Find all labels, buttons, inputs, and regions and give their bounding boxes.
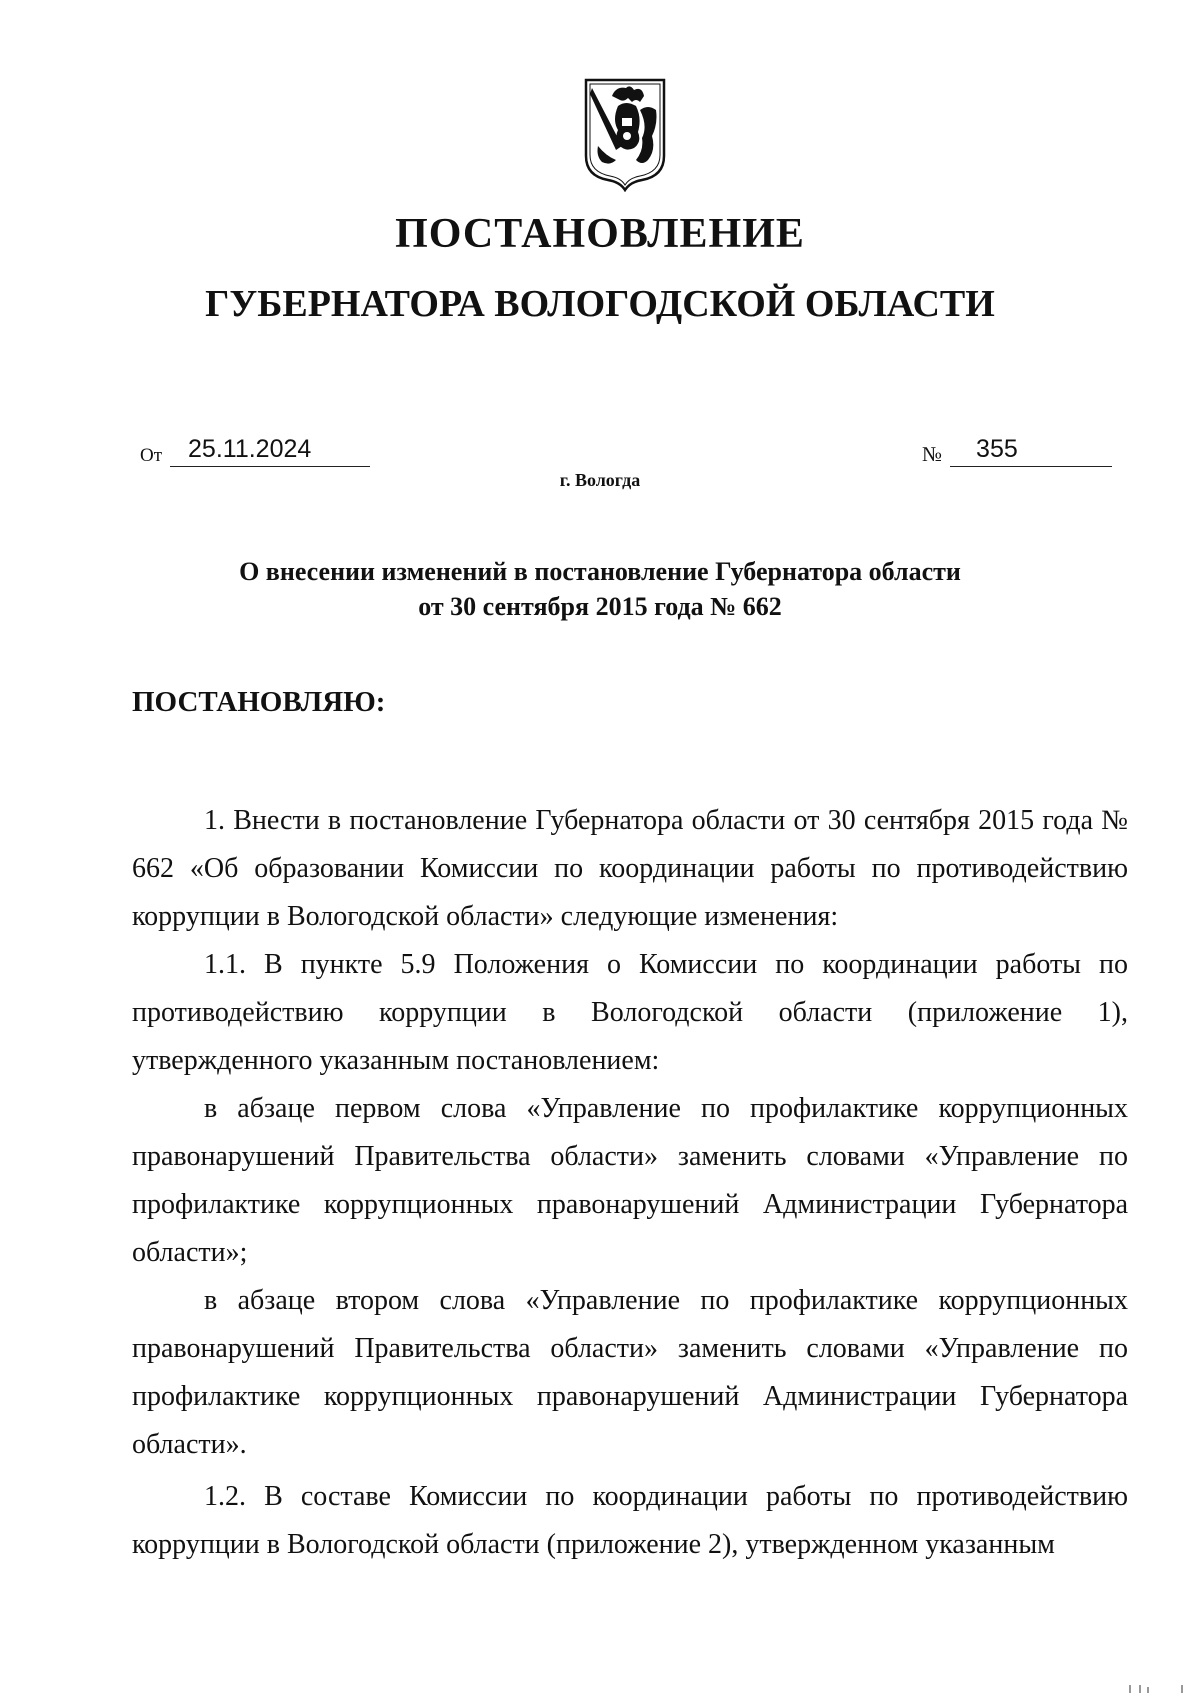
paragraph: 1. Внести в постановление Губернатора области от 30 сентября 2015 года № 662 «Об образовании Комиссии по координации работы по противодействию коррупции в Вологодской области» следующие изменения: (132, 805, 1128, 932)
number-value: 355 (976, 435, 1018, 463)
decree-heading: ПОСТАНОВЛЯЮ: (132, 686, 386, 718)
paragraph: 1.1. В пункте 5.9 Положения о Комиссии по координации работы по противодействию коррупции в Вологодской области (приложение 1), утвержденного указанным постановлением: (132, 949, 1128, 1076)
paragraph: 1.2. В составе Комиссии по координации работы по противодействию коррупции в Вологодской области (приложение 2), утвержденном указанным (132, 1481, 1128, 1560)
number-label: № (922, 442, 943, 466)
subject-line-2: от 30 сентября 2015 года № 662 (418, 592, 782, 621)
document-body (132, 797, 1128, 1569)
number-field (922, 432, 1112, 467)
date-underline (170, 434, 370, 467)
subject-line-1: О внесении изменений в постановление Губернатора области (239, 557, 961, 586)
date-label: От (140, 445, 163, 466)
document-subject (0, 554, 1200, 624)
city-label: г. Вологда (559, 470, 641, 490)
scan-edge-marks (1126, 1685, 1186, 1693)
document-subtitle: ГУБЕРНАТОРА ВОЛОГОДСКОЙ ОБЛАСТИ (205, 283, 995, 325)
date-value: 25.11.2024 (188, 435, 312, 463)
paragraph: в абзаце втором слова «Управление по профилактике коррупционных правонарушений Правительства области» заменить словами «Управление по профилактике коррупционных правонарушений Администрации Губернатора области». (132, 1285, 1128, 1460)
number-underline (950, 432, 1112, 467)
vologda-coat-of-arms-icon (582, 76, 668, 192)
paragraph: в абзаце первом слова «Управление по профилактике коррупционных правонарушений Правительства области» заменить словами «Управление по профилактике коррупционных правонарушений Администрации Губернатора области»; (132, 1093, 1128, 1268)
document-title: ПОСТАНОВЛЕНИЕ (395, 211, 805, 257)
date-field (140, 434, 370, 467)
